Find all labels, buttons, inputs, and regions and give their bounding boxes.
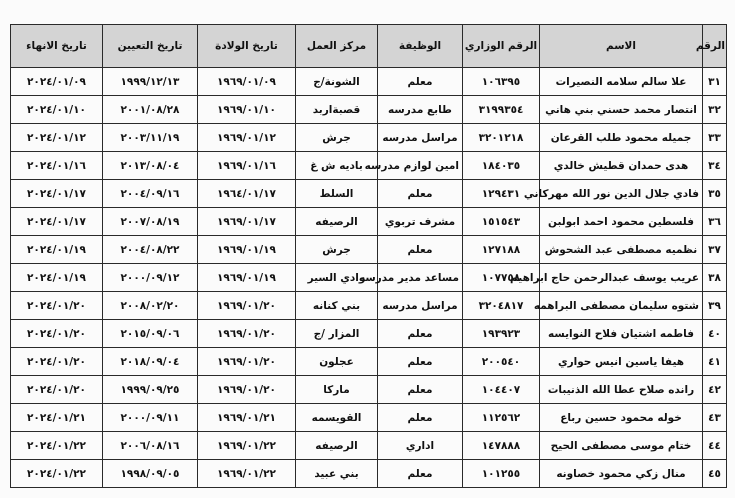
cell-job: معلم bbox=[378, 376, 463, 404]
cell-name: هيفا ياسين انيس حواري bbox=[540, 348, 703, 376]
cell-appointment-date: ١٩٩٩/١٢/١٣ bbox=[103, 68, 198, 96]
cell-ministry-number: ١٤٧٨٨٨ bbox=[463, 432, 540, 460]
cell-birth-date: ١٩٦٩/٠١/٢٠ bbox=[198, 320, 296, 348]
column-header-birth-date: تاريخ الولادة bbox=[198, 25, 296, 68]
cell-seq: ٣٤ bbox=[703, 152, 727, 180]
cell-ministry-number: ١١٢٥٦٢ bbox=[463, 404, 540, 432]
table-body bbox=[11, 68, 727, 488]
cell-seq: ٣١ bbox=[703, 68, 727, 96]
cell-work-center: عجلون bbox=[296, 348, 378, 376]
column-header-seq: الرقم bbox=[703, 25, 727, 68]
cell-ministry-number: ١٢٩٤٣١ bbox=[463, 180, 540, 208]
cell-job: مساعد مدير مدرسه bbox=[378, 264, 463, 292]
cell-job: معلم bbox=[378, 320, 463, 348]
cell-job: امين لوازم مدرسه bbox=[378, 152, 463, 180]
cell-name: انتصار محمد حسني بني هاني bbox=[540, 96, 703, 124]
table-row bbox=[11, 180, 727, 208]
cell-ministry-number: ١٨٤٠٣٥ bbox=[463, 152, 540, 180]
cell-work-center: المزار /ج bbox=[296, 320, 378, 348]
cell-job: مراسل مدرسه bbox=[378, 124, 463, 152]
cell-name: شتوه سليمان مصطفى البراهمه bbox=[540, 292, 703, 320]
column-header-ministry-number: الرقم الوزاري bbox=[463, 25, 540, 68]
cell-appointment-date: ٢٠٠٠/٠٩/١١ bbox=[103, 404, 198, 432]
cell-job: مراسل مدرسه bbox=[378, 292, 463, 320]
cell-seq: ٣٣ bbox=[703, 124, 727, 152]
table-row bbox=[11, 320, 727, 348]
cell-name: نظميه مصطفى عبد الشحوش bbox=[540, 236, 703, 264]
column-header-end-date: تاريخ الانهاء bbox=[11, 25, 103, 68]
cell-job: طابع مدرسه bbox=[378, 96, 463, 124]
cell-work-center: ماركا bbox=[296, 376, 378, 404]
cell-appointment-date: ٢٠٠٣/١١/١٩ bbox=[103, 124, 198, 152]
cell-work-center: بني عبيد bbox=[296, 460, 378, 488]
cell-work-center: باديه ش غ bbox=[296, 152, 378, 180]
table-row bbox=[11, 124, 727, 152]
cell-appointment-date: ٢٠١٥/٠٩/٠٦ bbox=[103, 320, 198, 348]
cell-ministry-number: ٣١٩٩٣٥٤ bbox=[463, 96, 540, 124]
cell-name: رانده صلاح عطا الله الذنيبات bbox=[540, 376, 703, 404]
table-row bbox=[11, 460, 727, 488]
cell-seq: ٤٠ bbox=[703, 320, 727, 348]
cell-ministry-number: ١٠١٢٥٥ bbox=[463, 460, 540, 488]
cell-name: منال زكي محمود خصاونه bbox=[540, 460, 703, 488]
cell-ministry-number: ٣٢٠١٢١٨ bbox=[463, 124, 540, 152]
cell-end-date: ٢٠٢٤/٠١/٢١ bbox=[11, 404, 103, 432]
cell-birth-date: ١٩٦٩/٠١/٢٠ bbox=[198, 376, 296, 404]
cell-end-date: ٢٠٢٤/٠١/١٧ bbox=[11, 208, 103, 236]
cell-appointment-date: ٢٠٠٤/٠٨/٢٢ bbox=[103, 236, 198, 264]
cell-birth-date: ١٩٦٩/٠١/١٢ bbox=[198, 124, 296, 152]
cell-end-date: ٢٠٢٤/٠١/٢٢ bbox=[11, 460, 103, 488]
cell-ministry-number: ١٩٣٩٢٣ bbox=[463, 320, 540, 348]
cell-birth-date: ١٩٦٩/٠١/٢١ bbox=[198, 404, 296, 432]
cell-job: معلم bbox=[378, 460, 463, 488]
table-row bbox=[11, 208, 727, 236]
cell-end-date: ٢٠٢٤/٠١/٢٠ bbox=[11, 292, 103, 320]
cell-seq: ٤١ bbox=[703, 348, 727, 376]
cell-seq: ٣٢ bbox=[703, 96, 727, 124]
cell-birth-date: ١٩٦٩/٠١/١٩ bbox=[198, 236, 296, 264]
column-header-job: الوظيفة bbox=[378, 25, 463, 68]
table-header-row bbox=[11, 25, 727, 68]
table-row bbox=[11, 404, 727, 432]
cell-seq: ٣٩ bbox=[703, 292, 727, 320]
cell-work-center: جرش bbox=[296, 124, 378, 152]
cell-name: فادي جلال الدين نور الله مهركاني bbox=[540, 180, 703, 208]
cell-work-center: جرش bbox=[296, 236, 378, 264]
cell-name: ختام موسى مصطفى الحيح bbox=[540, 432, 703, 460]
cell-end-date: ٢٠٢٤/٠١/٢٠ bbox=[11, 320, 103, 348]
cell-job: معلم bbox=[378, 236, 463, 264]
cell-job: معلم bbox=[378, 180, 463, 208]
cell-seq: ٣٧ bbox=[703, 236, 727, 264]
cell-end-date: ٢٠٢٤/٠١/٢٠ bbox=[11, 348, 103, 376]
table-row bbox=[11, 432, 727, 460]
cell-name: عريب يوسف عبدالرحمن حاج ابراهيم bbox=[540, 264, 703, 292]
cell-appointment-date: ٢٠١٣/٠٨/٠٤ bbox=[103, 152, 198, 180]
cell-appointment-date: ١٩٩٩/٠٩/٢٥ bbox=[103, 376, 198, 404]
cell-birth-date: ١٩٦٩/٠١/٢٠ bbox=[198, 348, 296, 376]
cell-end-date: ٢٠٢٤/٠١/١٧ bbox=[11, 180, 103, 208]
cell-end-date: ٢٠٢٤/٠١/١٩ bbox=[11, 236, 103, 264]
cell-appointment-date: ١٩٩٨/٠٩/٠٥ bbox=[103, 460, 198, 488]
cell-work-center: قصبةاربد bbox=[296, 96, 378, 124]
cell-seq: ٤٢ bbox=[703, 376, 727, 404]
cell-ministry-number: ١٥١٥٤٣ bbox=[463, 208, 540, 236]
cell-end-date: ٢٠٢٤/٠١/١٦ bbox=[11, 152, 103, 180]
cell-work-center: السلط bbox=[296, 180, 378, 208]
cell-birth-date: ١٩٦٩/٠١/١٠ bbox=[198, 96, 296, 124]
cell-birth-date: ١٩٦٩/٠١/١٧ bbox=[198, 208, 296, 236]
cell-work-center: بني كنانه bbox=[296, 292, 378, 320]
cell-end-date: ٢٠٢٤/٠١/٠٩ bbox=[11, 68, 103, 96]
table-row bbox=[11, 292, 727, 320]
cell-birth-date: ١٩٦٩/٠١/٢٢ bbox=[198, 432, 296, 460]
cell-name: فلسطين محمود احمد ابولبن bbox=[540, 208, 703, 236]
cell-work-center: وادي السير bbox=[296, 264, 378, 292]
cell-job: معلم bbox=[378, 68, 463, 96]
cell-ministry-number: ١٢٧١٨٨ bbox=[463, 236, 540, 264]
cell-birth-date: ١٩٦٩/٠١/١٦ bbox=[198, 152, 296, 180]
cell-seq: ٤٥ bbox=[703, 460, 727, 488]
column-header-appointment-date: تاريخ التعيين bbox=[103, 25, 198, 68]
cell-ministry-number: ١٠٤٤٠٧ bbox=[463, 376, 540, 404]
cell-end-date: ٢٠٢٤/٠١/١٩ bbox=[11, 264, 103, 292]
cell-seq: ٣٦ bbox=[703, 208, 727, 236]
cell-name: خوله محمود حسين رباع bbox=[540, 404, 703, 432]
table-row bbox=[11, 236, 727, 264]
column-header-work-center: مركز العمل bbox=[296, 25, 378, 68]
table-row bbox=[11, 376, 727, 404]
cell-appointment-date: ٢٠١٨/٠٩/٠٤ bbox=[103, 348, 198, 376]
table-row bbox=[11, 264, 727, 292]
cell-name: جميله محمود طلب القرعان bbox=[540, 124, 703, 152]
employees-table bbox=[10, 24, 727, 488]
cell-end-date: ٢٠٢٤/٠١/١٠ bbox=[11, 96, 103, 124]
cell-seq: ٣٨ bbox=[703, 264, 727, 292]
cell-job: معلم bbox=[378, 404, 463, 432]
cell-job: مشرف تربوي bbox=[378, 208, 463, 236]
cell-birth-date: ١٩٦٩/٠١/٠٩ bbox=[198, 68, 296, 96]
cell-end-date: ٢٠٢٤/٠١/١٢ bbox=[11, 124, 103, 152]
cell-appointment-date: ٢٠٠٠/٠٩/١٢ bbox=[103, 264, 198, 292]
table-row bbox=[11, 68, 727, 96]
table-row bbox=[11, 96, 727, 124]
cell-appointment-date: ٢٠٠٤/٠٩/١٦ bbox=[103, 180, 198, 208]
cell-end-date: ٢٠٢٤/٠١/٢٢ bbox=[11, 432, 103, 460]
cell-birth-date: ١٩٦٤/٠١/١٧ bbox=[198, 180, 296, 208]
cell-appointment-date: ٢٠٠٧/٠٨/١٩ bbox=[103, 208, 198, 236]
cell-appointment-date: ٢٠٠١/٠٨/٢٨ bbox=[103, 96, 198, 124]
cell-work-center: الرصيفه bbox=[296, 432, 378, 460]
cell-job: معلم bbox=[378, 348, 463, 376]
cell-ministry-number: ١٠٧٧٥٨ bbox=[463, 264, 540, 292]
cell-seq: ٣٥ bbox=[703, 180, 727, 208]
cell-birth-date: ١٩٦٩/٠١/٢٢ bbox=[198, 460, 296, 488]
cell-work-center: القويسمه bbox=[296, 404, 378, 432]
cell-appointment-date: ٢٠٠٦/٠٨/١٦ bbox=[103, 432, 198, 460]
column-header-name: الاسم bbox=[540, 25, 703, 68]
cell-seq: ٤٣ bbox=[703, 404, 727, 432]
cell-ministry-number: ١٠٦٣٩٥ bbox=[463, 68, 540, 96]
cell-name: هدى حمدان قطيش خالدي bbox=[540, 152, 703, 180]
cell-work-center: الرصيفه bbox=[296, 208, 378, 236]
cell-birth-date: ١٩٦٩/٠١/١٩ bbox=[198, 264, 296, 292]
cell-end-date: ٢٠٢٤/٠١/٢٠ bbox=[11, 376, 103, 404]
cell-name: علا سالم سلامه النصيرات bbox=[540, 68, 703, 96]
table-row bbox=[11, 348, 727, 376]
cell-ministry-number: ٣٢٠٤٨١٧ bbox=[463, 292, 540, 320]
cell-seq: ٤٤ bbox=[703, 432, 727, 460]
cell-job: اداري bbox=[378, 432, 463, 460]
cell-birth-date: ١٩٦٩/٠١/٢٠ bbox=[198, 292, 296, 320]
cell-ministry-number: ٢٠٠٥٤٠ bbox=[463, 348, 540, 376]
cell-work-center: الشونة/ج bbox=[296, 68, 378, 96]
table-row bbox=[11, 152, 727, 180]
cell-appointment-date: ٢٠٠٨/٠٢/٢٠ bbox=[103, 292, 198, 320]
cell-name: فاطمه اشتيان فلاح النوايسه bbox=[540, 320, 703, 348]
